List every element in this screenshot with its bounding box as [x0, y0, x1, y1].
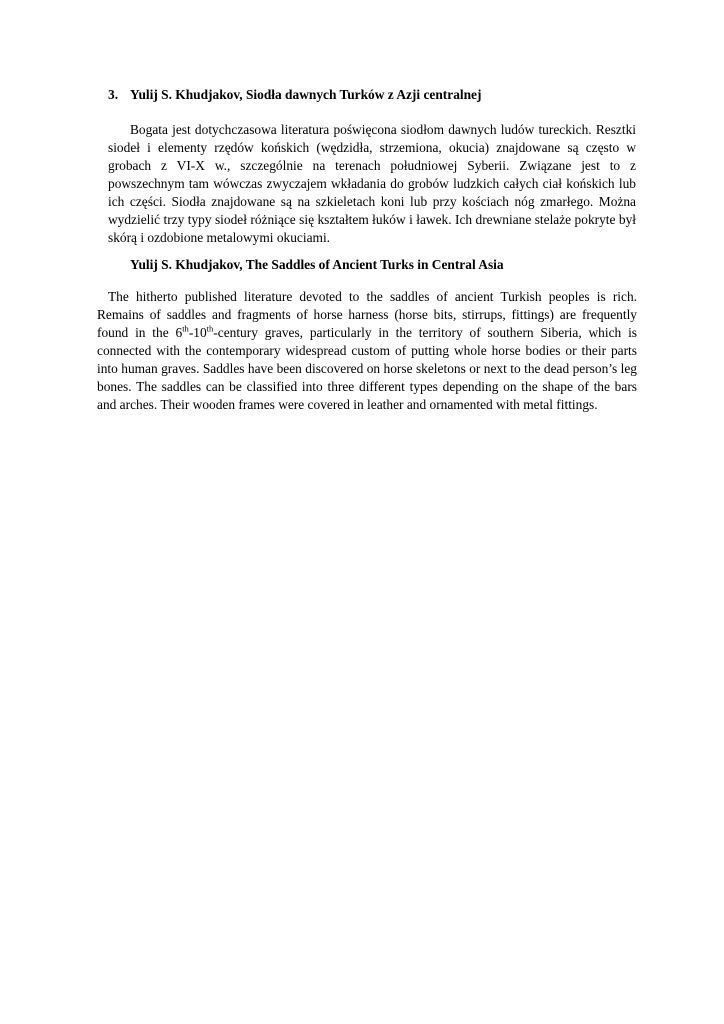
ordinal-suffix-1: th — [182, 323, 189, 334]
abstract-en-part3: -century graves, particularly in the territory of southern Siberia, which is connected with the contemporary widespread custom of putting whole horse bodies or their parts into human graves. Saddles have been discovered on horse skeletons or next to the dead person’s leg bones. The saddles can be classified into three different types depending on the shape of the bars and arches. Their wooden frames were covered in leather and ornamented with metal fittings. — [97, 325, 637, 412]
abstract-english — [97, 288, 637, 414]
abstract-en-part1: The hitherto published literature devoted to the saddles of ancient Turkish peoples is rich. Remains of saddles and fragments of horse harness (horse bits, stirrups, fittings) are frequently found in the 6 — [97, 289, 637, 340]
abstract-en-part2: -10 — [188, 325, 207, 340]
ordinal-suffix-2: th — [206, 323, 214, 334]
section-title-en: Yulij S. Khudjakov, The Saddles of Ancient Turks in Central Asia — [130, 257, 504, 272]
section-number: 3. — [108, 87, 119, 102]
section-heading — [108, 86, 481, 104]
section-title-pl: Yulij S. Khudjakov, Siodła dawnych Turków z Azji centralnej — [130, 87, 482, 102]
abstract-polish: Bogata jest dotychczasowa literatura poświęcona siodłom dawnych ludów tureckich. Resztki siodeł i elementy rzędów końskich (wędzidła, strzemiona, okucia) znajdowane są często w grobach z VI-X w., szczególnie na terenach południowej Syberii. Związane jest to z powszechnym tam wówczas zwyczajem wkładania do grobów ludzkich całych ciał końskich lub ich części. Siodła znajdowane są na szkieletach koni lub przy kościach nóg zmarłego. Można wydzielić trzy typy siodeł różniące się kształtem łuków i ławek. Ich drewniane stelaże pokryte był skórą i ozdobione metalowymi okuciami. — [108, 122, 636, 245]
